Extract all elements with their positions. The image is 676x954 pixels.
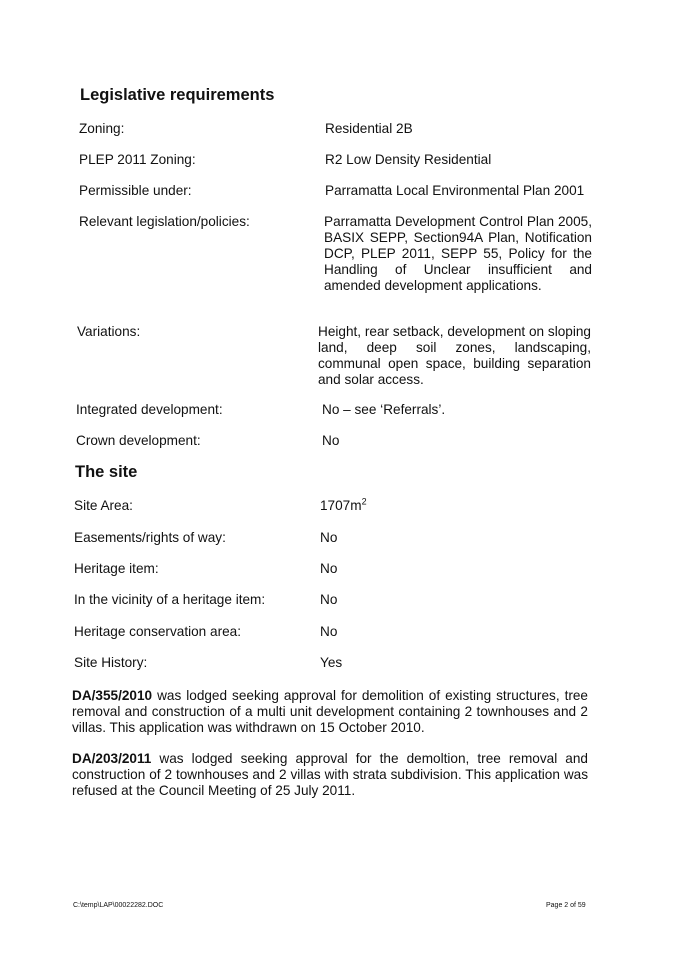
site-area-unit-superscript: 2 — [361, 496, 367, 507]
crown-value: No — [322, 433, 340, 448]
site-area-number: 1707m — [320, 498, 362, 513]
heritage-vicinity-value: No — [320, 592, 338, 607]
zoning-value: Residential 2B — [325, 121, 413, 136]
easements-value: No — [320, 530, 338, 545]
history-paragraph-1 — [72, 688, 588, 736]
legislation-value: Parramatta Development Control Plan 2005, BASIX SEPP, Section94A Plan, Notification DCP, PLEP 2011, SEPP 55, Policy for the Handling of Unclear insufficient and amended development applications. — [324, 214, 592, 293]
history-text-1: was lodged seeking approval for demolition of existing structures, tree removal and construction of a multi unit development containing 2 townhouses and 2 villas. This application was withdrawn on 15 October 2010. — [72, 688, 588, 735]
variations-label: Variations: — [77, 324, 141, 339]
heritage-item-value: No — [320, 561, 338, 576]
zoning-label: Zoning: — [79, 121, 125, 136]
permissible-value: Parramatta Local Environmental Plan 2001 — [325, 183, 585, 198]
legislation-label: Relevant legislation/policies: — [79, 214, 250, 229]
easements-label: Easements/rights of way: — [74, 530, 226, 545]
heritage-conservation-label: Heritage conservation area: — [74, 624, 241, 639]
integrated-value: No – see ‘Referrals’. — [322, 402, 446, 417]
site-area-value — [320, 498, 520, 514]
crown-label: Crown development: — [76, 433, 201, 448]
site-history-value: Yes — [320, 655, 343, 670]
site-history-label: Site History: — [74, 655, 148, 670]
history-ref-2: DA/203/2011 — [72, 751, 152, 766]
heritage-vicinity-label: In the vicinity of a heritage item: — [74, 592, 266, 607]
plep-zoning-value: R2 Low Density Residential — [325, 152, 492, 167]
footer-file-path: C:\temp\LAP\00022282.DOC — [73, 902, 164, 909]
heritage-conservation-value: No — [320, 624, 338, 639]
integrated-label: Integrated development: — [76, 402, 223, 417]
the-site-heading: The site — [75, 463, 138, 481]
history-text-2: was lodged seeking approval for the demoltion, tree removal and construction of 2 townhouses and 2 villas with strata subdivision. This application was refused at the Council Meeting of 25 July 2011. — [72, 751, 588, 798]
footer-page-number: Page 2 of 59 — [546, 902, 586, 909]
legislative-requirements-heading: Legislative requirements — [80, 86, 275, 104]
heritage-item-label: Heritage item: — [74, 561, 159, 576]
history-ref-1: DA/355/2010 — [72, 688, 153, 703]
site-area-label: Site Area: — [74, 498, 133, 513]
permissible-label: Permissible under: — [79, 183, 192, 198]
variations-value: Height, rear setback, development on sloping land, deep soil zones, landscaping, communal open space, building separation and solar access. — [318, 324, 591, 387]
plep-zoning-label: PLEP 2011 Zoning: — [79, 152, 196, 167]
history-paragraph-2 — [72, 751, 588, 799]
